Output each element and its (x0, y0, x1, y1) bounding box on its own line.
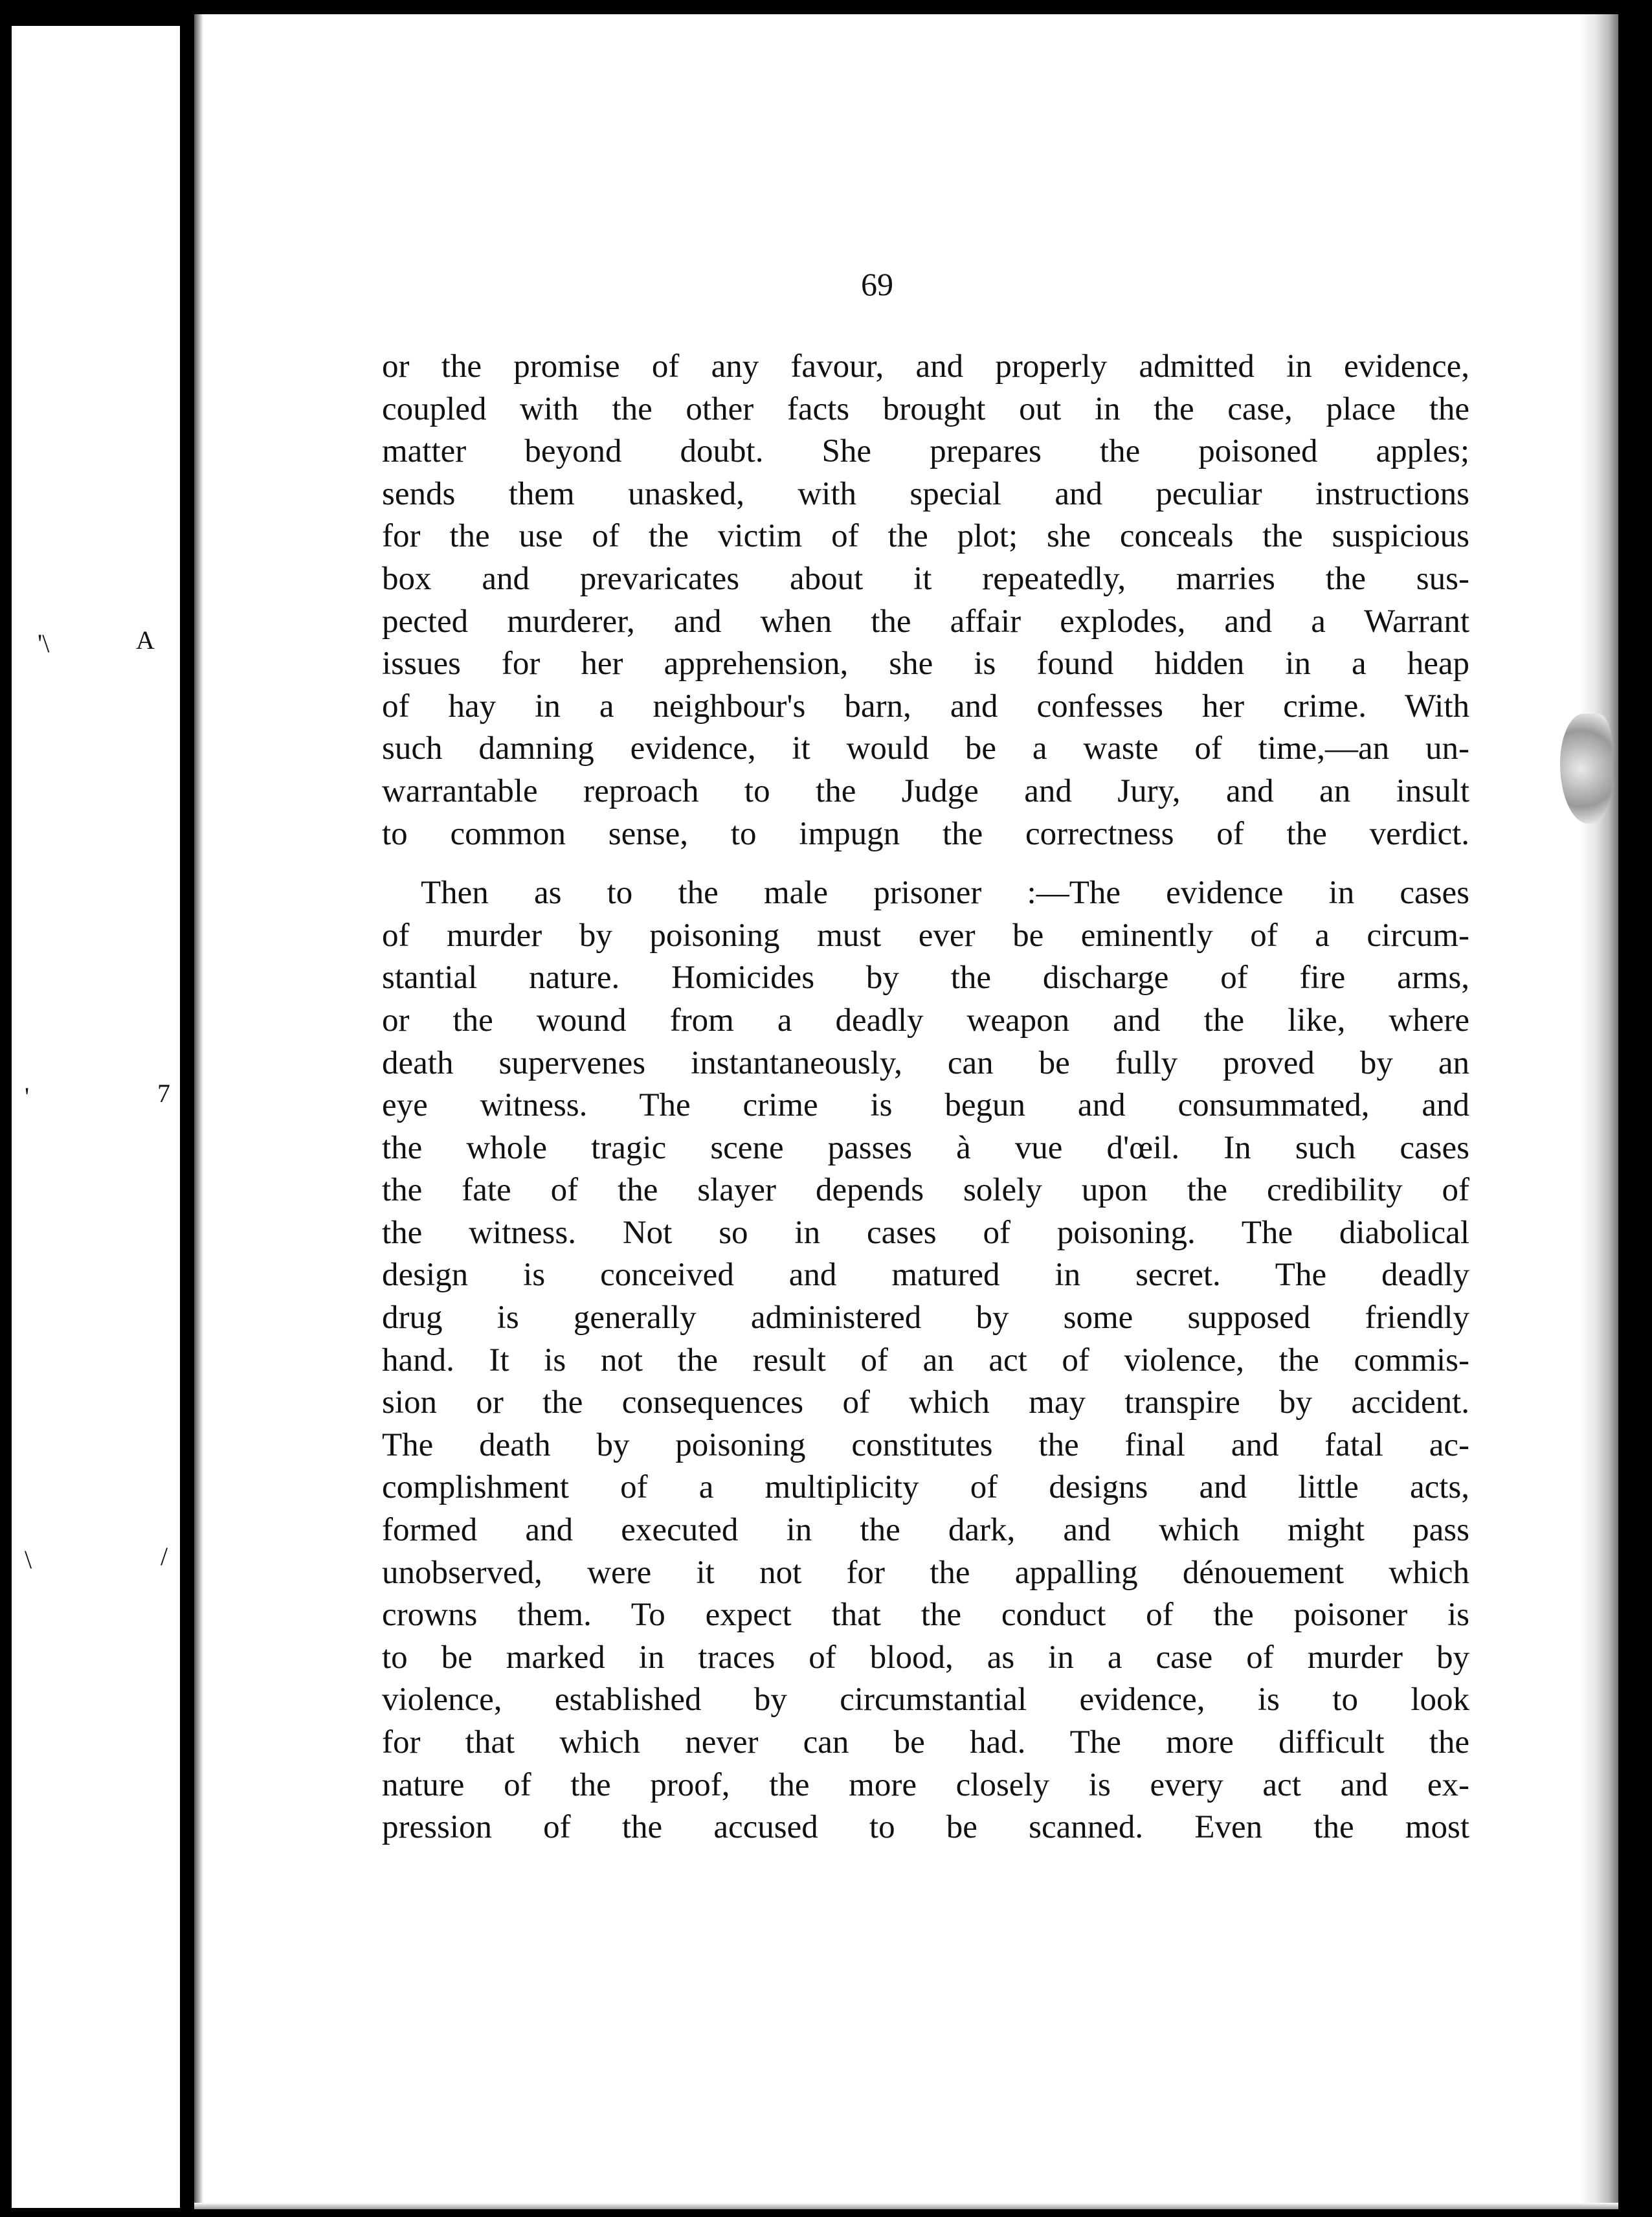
text-line: of hay in a neighbour's barn, and confesses her crime. With (382, 688, 1469, 725)
text-line: matter beyond doubt. She prepares the poisoned apples; (382, 433, 1469, 470)
text-line: of murder by poisoning must ever be eminently of a circum- (382, 917, 1469, 954)
margin-mark: '\ (38, 629, 50, 658)
text-line: coupled with the other facts brought out in the case, place the (382, 390, 1469, 427)
text-line: sends them unasked, with special and peculiar instructions (382, 475, 1469, 512)
text-line: the whole tragic scene passes à vue d'œil. In such cases (382, 1129, 1469, 1166)
text-line: or the wound from a deadly weapon and the like, where (382, 1002, 1469, 1039)
text-line: crowns them. To expect that the conduct of the poisoner is (382, 1597, 1469, 1634)
paragraph-2 (382, 872, 1469, 1849)
text-line: the witness. Not so in cases of poisoning. The diabolical (382, 1214, 1469, 1251)
paragraph-1 (382, 346, 1469, 855)
margin-mark: 7 (157, 1079, 170, 1108)
text-line: to common sense, to impugn the correctness of the verdict. (382, 815, 1469, 852)
text-line: or the promise of any favour, and properly admitted in evidence, (382, 348, 1469, 385)
text-line: for the use of the victim of the plot; she conceals the suspicious (382, 518, 1469, 555)
spine-shadow (194, 14, 203, 2209)
text-line: sion or the consequences of which may transpire by accident. (382, 1384, 1469, 1421)
text-line: violence, established by circumstantial evidence, is to look (382, 1682, 1469, 1718)
margin-mark: ' (25, 1082, 30, 1111)
body-text (382, 346, 1469, 1849)
text-line: drug is generally administered by some supposed friendly (382, 1300, 1469, 1336)
text-line: for that which never can be had. The more difficult the (382, 1724, 1469, 1761)
page-edge (1579, 14, 1618, 2209)
text-line: eye witness. The crime is begun and consummated, and (382, 1087, 1469, 1124)
book-page (194, 14, 1618, 2209)
margin-mark: A (136, 625, 155, 655)
facing-page-edge (12, 26, 180, 2208)
text-line: to be marked in traces of blood, as in a case of murder by (382, 1639, 1469, 1676)
text-line: complishment of a multiplicity of designs and little acts, (382, 1469, 1469, 1506)
text-line: nature of the proof, the more closely is every act and ex- (382, 1766, 1469, 1803)
text-line: design is conceived and matured in secret. The deadly (382, 1257, 1469, 1294)
text-line: warrantable reproach to the Judge and Jury, and an insult (382, 772, 1469, 809)
text-line: pected murderer, and when the affair explodes, and a Warrant (382, 603, 1469, 640)
text-line: such damning evidence, it would be a waste of time,—an un- (382, 730, 1469, 767)
margin-mark: / (161, 1542, 168, 1571)
text-line: pression of the accused to be scanned. Even the most (382, 1809, 1469, 1846)
text-line: box and prevaricates about it repeatedly, marries the sus- (382, 560, 1469, 597)
text-line: formed and executed in the dark, and which might pass (382, 1512, 1469, 1549)
text-line: The death by poisoning constitutes the final and fatal ac- (382, 1426, 1469, 1463)
paper-tear (1560, 714, 1612, 824)
text-line: death supervenes instantaneously, can be fully proved by an (382, 1044, 1469, 1081)
text-line: unobserved, were it not for the appalling dénouement which (382, 1554, 1469, 1591)
text-line: stantial nature. Homicides by the discharge of fire arms, (382, 960, 1469, 996)
page-number: 69 (861, 266, 893, 302)
text-line: the fate of the slayer depends solely upon the credibility of (382, 1172, 1469, 1209)
text-line: issues for her apprehension, she is found hidden in a heap (382, 646, 1469, 682)
page-bottom-edge (194, 2203, 1618, 2209)
text-line: Then as to the male prisoner :—The evidence in cases (421, 875, 1469, 912)
text-line: hand. It is not the result of an act of violence, the commis- (382, 1342, 1469, 1379)
margin-mark: \ (25, 1545, 32, 1574)
